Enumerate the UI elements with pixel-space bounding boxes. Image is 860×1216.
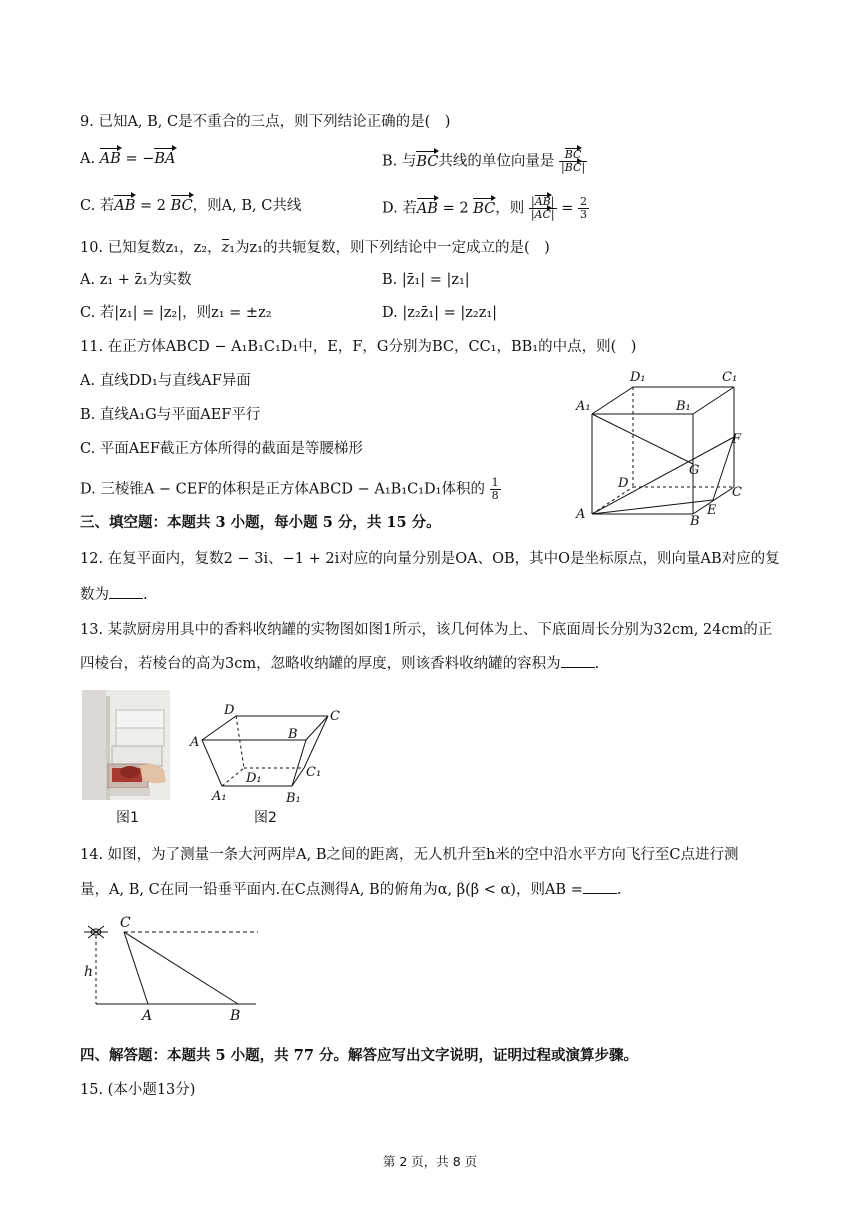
q14-answer-blank [583, 879, 617, 894]
cube-label-c1: C₁ [722, 370, 738, 385]
q13-answer-blank [561, 653, 595, 668]
q13-line1: 13. 某款厨房用具中的香料收纳罐的实物图如图1所示，该几何体为上、下底面周长分别为32cm, 24cm的正 [80, 622, 773, 638]
frustum-label-d1: D₁ [246, 771, 262, 786]
cube-label-a1: A₁ [576, 399, 591, 414]
page-footer: 第 2 页，共 8 页 [382, 1154, 478, 1169]
drone-label-h: h [84, 964, 94, 980]
q9-option-d: D. 若AB = 2 BC，则 $\frac{|AB|}{|AC|}$ = $\frac{2}{3}$ [382, 195, 587, 221]
figure-1-caption: 图1 [116, 810, 139, 826]
drone-label-b: B [230, 1008, 241, 1024]
q10-option-b: B. |z̄₁| = |z₁| [382, 272, 470, 288]
q9-option-b: B. 与BC共线的单位向量是 $\frac{BC}{|BC|}$ [382, 148, 586, 174]
frustum-label-c1: C₁ [306, 765, 322, 780]
q11-stem: 11. 在正方体ABCD − A₁B₁C₁D₁中，E，F，G分别为BC，CC₁，BB₁的中点，则( ) [80, 339, 637, 355]
cube-label-c: C [732, 485, 742, 500]
q14-line1: 14. 如图，为了测量一条大河两岸A, B之间的距离，无人机升至h米的空中沿水平方向飞行至C点进行测 [80, 847, 739, 863]
cube-label-b: B [690, 514, 700, 526]
q10-option-d: D. |z₂z̄₁| = |z₂z₁| [382, 305, 498, 321]
cube-label-b1: B₁ [676, 399, 691, 414]
frustum-label-a: A [190, 735, 200, 750]
q11-option-d: D. 三棱锥A − CEF的体积是正方体ABCD − A₁B₁C₁D₁体积的 $\frac{1}{8}$ [80, 476, 499, 502]
frustum-label-d: D [224, 703, 235, 718]
q9-option-c: C. 若AB = 2 BC，则A, B, C共线 [80, 198, 302, 214]
q14-line2: 量，A, B, C在同一铅垂平面内.在C点测得A, B的俯角为α, β(β < α)，则AB = . [80, 879, 621, 900]
frustum-label-a1: A₁ [212, 789, 227, 804]
section-4-heading: 四、解答题：本题共 5 小题，共 77 分。解答应写出文字说明，证明过程或演算步骤。 [80, 1047, 638, 1064]
cube-label-g: G [689, 463, 700, 478]
drone-label-a: A [142, 1008, 153, 1024]
frustum-label-c: C [330, 709, 340, 724]
q15-heading: 15. (本小题13分) [80, 1082, 196, 1098]
frustum-label-b: B [288, 727, 298, 742]
q9-option-a: A. AB = −BA [80, 151, 176, 167]
q9-stem: 9. 已知A, B, C是不重合的三点，则下列结论正确的是( ) [80, 114, 451, 130]
cube-figure [570, 366, 760, 526]
frustum-figure [188, 700, 348, 808]
q13-line2: 四棱台，若棱台的高为3cm，忽略收纳罐的厚度，则该香料收纳罐的容积为 . [80, 653, 599, 674]
q11-option-c: C. 平面AEF截正方体所得的截面是等腰梯形 [80, 441, 363, 457]
figure-2-caption: 图2 [254, 810, 277, 826]
q10-option-c: C. 若|z₁| = |z₂|，则z₁ = ±z₂ [80, 305, 272, 321]
q12-line1: 12. 在复平面内，复数2 − 3i、−1 + 2i对应的向量分别是OA、OB，其中O是坐标原点，则向量AB对应的复 [80, 551, 780, 567]
q12-line2: 数为 . [80, 584, 148, 605]
q11-option-a: A. 直线DD₁与直线AF异面 [80, 373, 251, 389]
drone-label-c: C [120, 915, 131, 931]
cube-label-d1: D₁ [630, 370, 646, 385]
section-3-heading: 三、填空题：本题共 3 小题，每小题 5 分，共 15 分。 [80, 514, 441, 531]
q10-option-a: A. z₁ + z̄₁为实数 [80, 272, 192, 288]
cube-label-e: E [707, 503, 717, 518]
q12-answer-blank [109, 584, 143, 599]
q11-option-b: B. 直线A₁G与平面AEF平行 [80, 407, 261, 423]
cube-label-a: A [576, 507, 586, 522]
drone-figure [80, 914, 260, 1026]
cube-label-d: D [618, 476, 629, 491]
q10-stem: 10. 已知复数z₁，z₂，z₁为z₁的共轭复数，则下列结论中一定成立的是( ) [80, 240, 550, 256]
cube-label-f: F [732, 432, 742, 447]
spice-jar-photo [82, 690, 170, 800]
frustum-label-b1: B₁ [286, 791, 301, 806]
